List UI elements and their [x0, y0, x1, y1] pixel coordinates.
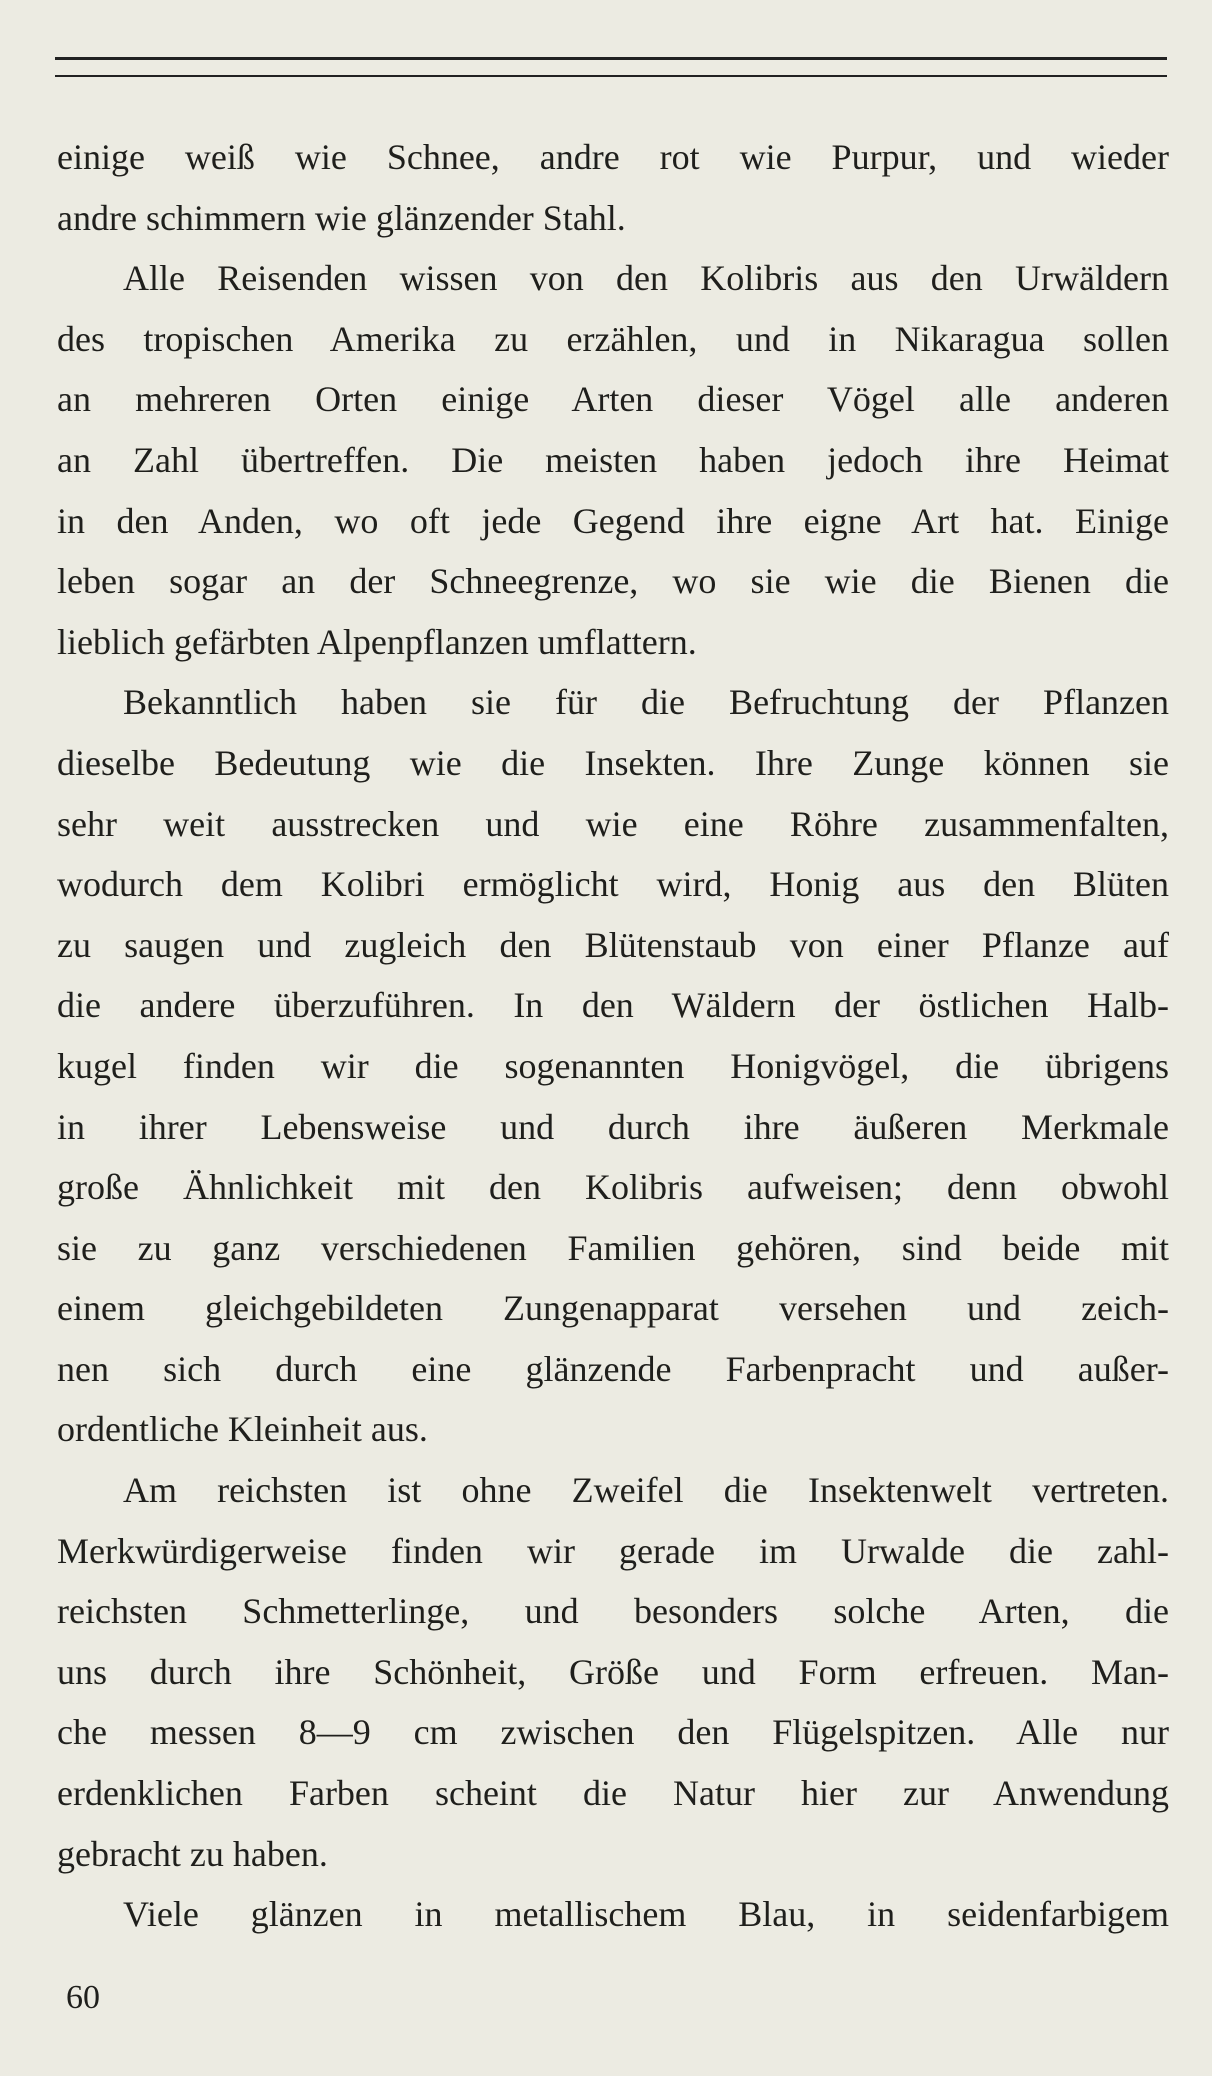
text-line: des tropischen Amerika zu erzählen, und in Nikaragua sollen	[57, 318, 1169, 359]
text-line: nen sich durch eine glänzende Farbenpracht und außer-	[57, 1348, 1169, 1389]
text-line: dieselbe Bedeutung wie die Insekten. Ihre Zunge können sie	[57, 742, 1169, 783]
text-line: große Ähnlichkeit mit den Kolibris aufweisen; denn obwohl	[57, 1167, 1169, 1208]
text-line: sie zu ganz verschiedenen Familien gehören, sind beide mit	[57, 1227, 1169, 1268]
text-line: Merkwürdigerweise finden wir gerade im Urwalde die zahl-	[57, 1530, 1169, 1571]
text-line: einige weiß wie Schnee, andre rot wie Purpur, und wieder	[57, 137, 1169, 177]
text-line: reichsten Schmetterlinge, und besonders solche Arten, die	[57, 1591, 1169, 1632]
text-line: zu saugen und zugleich den Blütenstaub von einer Pflanze auf	[57, 924, 1169, 965]
text-line: ordentliche Kleinheit aus.	[57, 1409, 428, 1450]
text-line: an Zahl übertreffen. Die meisten haben jedoch ihre Heimat	[57, 439, 1169, 480]
text-line: an mehreren Orten einige Arten dieser Vögel alle anderen	[57, 379, 1169, 420]
text-line: einem gleichgebildeten Zungenapparat versehen und zeich-	[57, 1288, 1169, 1329]
text-line: in den Anden, wo oft jede Gegend ihre eigne Art hat. Einige	[57, 500, 1169, 541]
text-line: in ihrer Lebensweise und durch ihre äußeren Merkmale	[57, 1106, 1169, 1147]
header-rule-bottom	[55, 75, 1167, 77]
text-line: gebracht zu haben.	[57, 1833, 328, 1874]
body-text	[57, 127, 1169, 1945]
text-line: lieblich gefärbten Alpenpflanzen umflattern.	[57, 621, 697, 662]
text-line: sehr weit ausstrecken und wie eine Röhre zusammenfalten,	[57, 803, 1169, 844]
text-line: wodurch dem Kolibri ermöglicht wird, Honig aus den Blüten	[57, 864, 1169, 905]
text-line: erdenklichen Farben scheint die Natur hier zur Anwendung	[57, 1773, 1169, 1814]
text-line: uns durch ihre Schönheit, Größe und Form erfreuen. Man-	[57, 1651, 1169, 1692]
header-rule-top	[55, 57, 1167, 60]
text-line: Alle Reisenden wissen von den Kolibris aus den Urwäldern	[123, 258, 1169, 299]
text-line: kugel finden wir die sogenannten Honigvögel, die übrigens	[57, 1045, 1169, 1086]
text-line: leben sogar an der Schneegrenze, wo sie wie die Bienen die	[57, 561, 1169, 602]
page-number: 60	[66, 1979, 100, 2016]
text-line: die andere überzuführen. In den Wäldern der östlichen Halb-	[57, 985, 1169, 1026]
text-line: Viele glänzen in metallischem Blau, in seidenfarbigem	[123, 1894, 1169, 1935]
text-line: Bekanntlich haben sie für die Befruchtung der Pflanzen	[123, 682, 1169, 723]
text-line: che messen 8—9 cm zwischen den Flügelspitzen. Alle nur	[57, 1712, 1169, 1753]
text-line: andre schimmern wie glänzender Stahl.	[57, 197, 626, 238]
text-line: Am reichsten ist ohne Zweifel die Insektenwelt vertreten.	[123, 1470, 1169, 1511]
